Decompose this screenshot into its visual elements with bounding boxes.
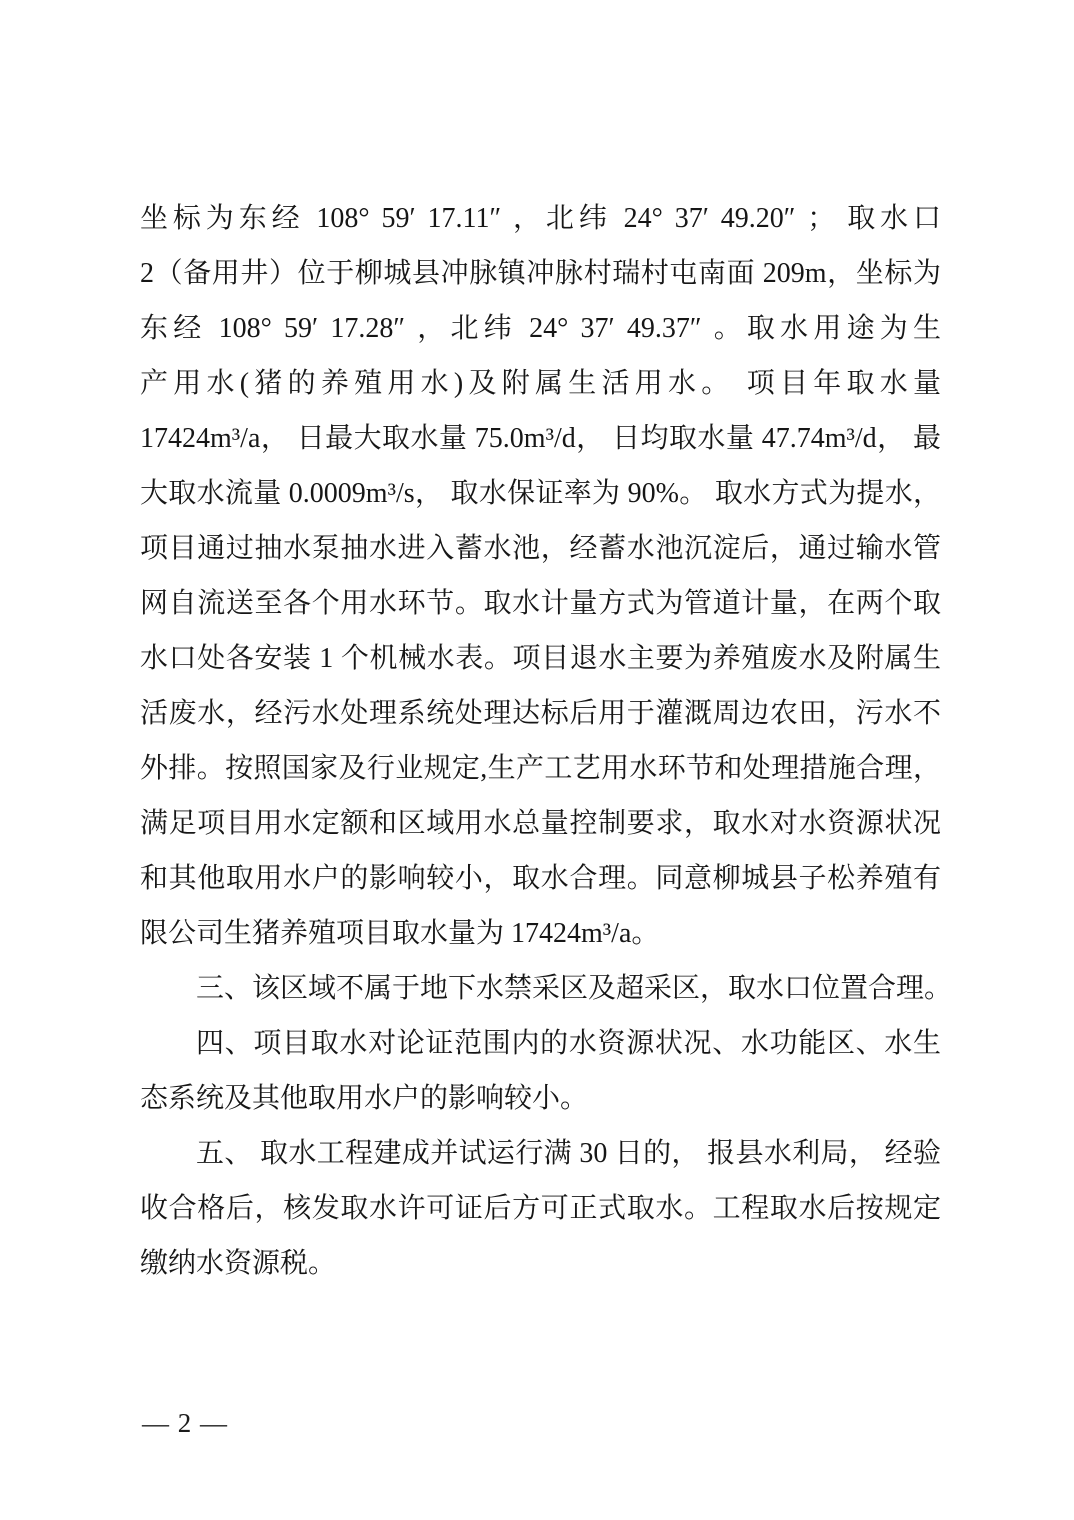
page-number: — 2 — bbox=[142, 1408, 228, 1438]
text-line: 网自流送至各个用水环节。取水计量方式为管道计量，在两个取 bbox=[140, 588, 941, 619]
text-line: 活废水，经污水处理系统处理达标后用于灌溉周边农田，污水不 bbox=[140, 698, 941, 729]
text-line: 水口处各安装 1 个机械水表。项目退水主要为养殖废水及附属生 bbox=[140, 643, 941, 674]
text-line: 收合格后，核发取水许可证后方可正式取水。工程取水后按规定 bbox=[140, 1193, 941, 1224]
text-line: 五、 取水工程建成并试运行满 30 日的， 报县水利局， 经验 bbox=[196, 1138, 941, 1169]
text-line: 限公司生猪养殖项目取水量为 17424m³/a。 bbox=[140, 918, 660, 949]
text-line: 产用水(猪的养殖用水)及附属生活用水。 项目年取水量 bbox=[140, 368, 941, 399]
text-line: 缴纳水资源税。 bbox=[140, 1248, 337, 1279]
text-line: 和其他取用水户的影响较小，取水合理。同意柳城县子松养殖有 bbox=[140, 863, 941, 894]
text-line: 东经 108° 59′ 17.28″ ，北纬 24° 37′ 49.37″ 。取水用途为生 bbox=[140, 313, 941, 344]
text-line: 三、该区域不属于地下水禁采区及超采区，取水口位置合理。 bbox=[196, 973, 953, 1004]
text-line: 四、项目取水对论证范围内的水资源状况、水功能区、水生 bbox=[196, 1028, 941, 1059]
text-line: 满足项目用水定额和区域用水总量控制要求，取水对水资源状况 bbox=[140, 808, 941, 839]
text-line: 大取水流量 0.0009m³/s， 取水保证率为 90%。 取水方式为提水， bbox=[140, 478, 941, 509]
text-line: 2（备用井）位于柳城县冲脉镇冲脉村瑞村屯南面 209m，坐标为 bbox=[140, 258, 941, 289]
text-line: 17424m³/a， 日最大取水量 75.0m³/d， 日均取水量 47.74m³/d， 最 bbox=[140, 423, 941, 454]
text-line: 坐标为东经 108° 59′ 17.11″ ，北纬 24° 37′ 49.20″ ； 取水口 bbox=[140, 203, 941, 234]
document-body bbox=[140, 191, 953, 1291]
text-line: 外排。按照国家及行业规定,生产工艺用水环节和处理措施合理， bbox=[140, 753, 941, 784]
text-line: 态系统及其他取用水户的影响较小。 bbox=[140, 1083, 589, 1114]
text-line: 项目通过抽水泵抽水进入蓄水池，经蓄水池沉淀后，通过输水管 bbox=[140, 533, 941, 564]
